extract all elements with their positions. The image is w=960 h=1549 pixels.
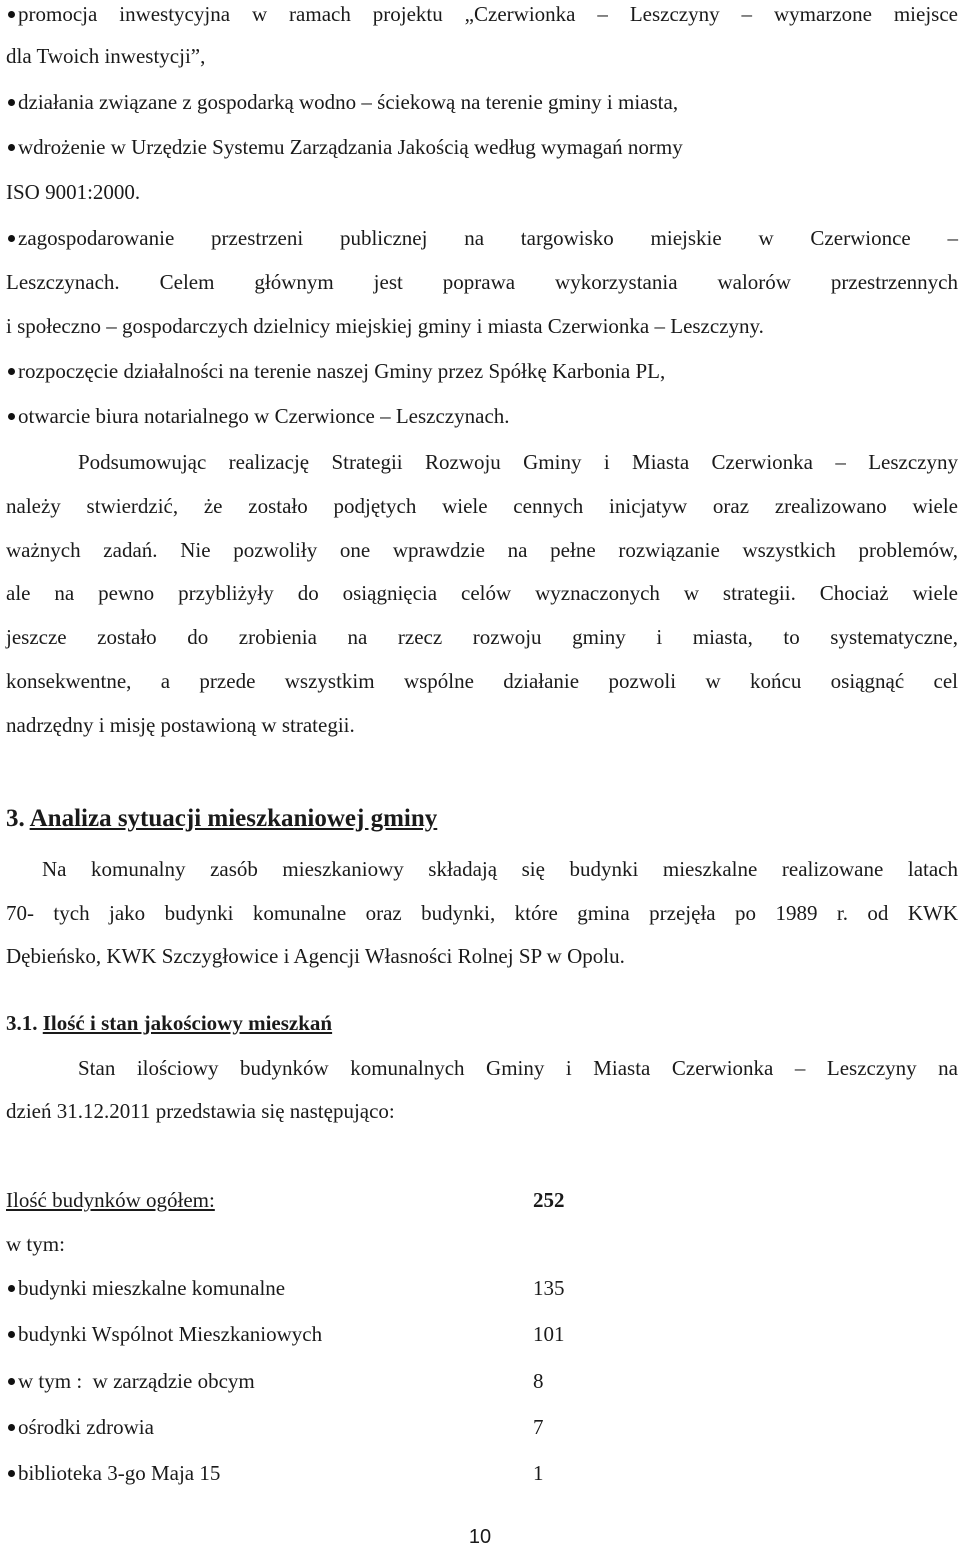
subsection-title: Ilość i stan jakościowy mieszkań bbox=[42, 1011, 333, 1035]
paragraph-line: należy stwierdzić, że zostało podjętych wiele cennych inicjatyw oraz zrealizowano wiele bbox=[6, 494, 958, 518]
list-item-continuation: dla Twoich inwestycji”, bbox=[6, 44, 206, 68]
stats-row: budynki mieszkalne komunalne 135 bbox=[6, 1274, 958, 1302]
paragraph-line: Stan ilościowy budynków komunalnych Gminy i Miasta Czerwionka – Leszczyny na bbox=[78, 1056, 958, 1080]
list-item: rozpoczęcie działalności na terenie naszej Gminy przez Spółkę Karbonia PL, bbox=[6, 357, 958, 385]
stats-row: budynki Wspólnot Mieszkaniowych 101 bbox=[6, 1320, 958, 1348]
stats-total-label: Ilość budynków ogółem: bbox=[6, 1188, 215, 1212]
list-item-continuation: Leszczynach. Celem głównym jest poprawa wykorzystania walorów przestrzennych bbox=[6, 270, 958, 294]
list-item: promocja inwestycyjna w ramach projektu „Czerwionka – Leszczyny – wymarzone miejsce bbox=[6, 0, 958, 28]
list-item: zagospodarowanie przestrzeni publicznej na targowisko miejskie w Czerwionce – bbox=[6, 224, 958, 252]
paragraph-line: ważnych zadań. Nie pozwoliły one wprawdzie na pełne rozwiązanie wszystkich problemów, bbox=[6, 538, 958, 562]
paragraph-line: Na komunalny zasób mieszkaniowy składają się budynki mieszkalne realizowane latach bbox=[42, 857, 958, 881]
bullet-icon bbox=[8, 1285, 15, 1292]
paragraph-line: ale na pewno przybliżyły do osiągnięcia celów wyznaczonych w strategii. Chociaż wiele bbox=[6, 581, 958, 605]
list-item: działania związane z gospodarką wodno – ściekową na terenie gminy i miasta, bbox=[6, 88, 958, 116]
stats-sub-label: w tym: bbox=[6, 1232, 65, 1256]
paragraph-line: nadrzędny i misję postawioną w strategii. bbox=[6, 713, 355, 737]
bullet-icon bbox=[8, 1331, 15, 1338]
paragraph-line: jeszcze zostało do zrobienia na rzecz rozwoju gminy i miasta, to systematyczne, bbox=[6, 625, 958, 649]
paragraph-line: 70- tych jako budynki komunalne oraz budynki, które gmina przejęła po 1989 r. od KWK bbox=[6, 901, 958, 925]
paragraph-line: dzień 31.12.2011 przedstawia się następująco: bbox=[6, 1099, 395, 1123]
bullet-icon bbox=[8, 1378, 15, 1385]
bullet-icon bbox=[8, 235, 15, 242]
subsection-number: 3.1. bbox=[6, 1011, 38, 1035]
bullet-icon bbox=[8, 144, 15, 151]
paragraph-line: konsekwentne, a przede wszystkim wspólne działanie pozwoli w końcu osiągnąć cel bbox=[6, 669, 958, 693]
list-item-continuation: ISO 9001:2000. bbox=[6, 180, 141, 204]
bullet-icon bbox=[8, 368, 15, 375]
section-number: 3. bbox=[6, 805, 25, 832]
stats-row: ośrodki zdrowia 7 bbox=[6, 1413, 958, 1441]
paragraph-line: Dębieńsko, KWK Szczygłowice i Agencji Własności Rolnej SP w Opolu. bbox=[6, 944, 625, 968]
paragraph-line: Podsumowując realizację Strategii Rozwoju Gminy i Miasta Czerwionka – Leszczyny bbox=[78, 450, 958, 474]
subsection-heading bbox=[6, 1009, 958, 1037]
list-item: wdrożenie w Urzędzie Systemu Zarządzania Jakością według wymagań normy bbox=[6, 133, 958, 161]
stats-row: w tym : w zarządzie obcym 8 bbox=[6, 1367, 958, 1395]
bullet-icon bbox=[8, 413, 15, 420]
list-item: otwarcie biura notarialnego w Czerwionce – Leszczynach. bbox=[6, 402, 958, 430]
bullet-icon bbox=[8, 11, 15, 18]
stats-total-row bbox=[6, 1186, 958, 1214]
section-title: Analiza sytuacji mieszkaniowej gminy bbox=[29, 805, 438, 832]
list-item-continuation: i społeczno – gospodarczych dzielnicy miejskiej gminy i miasta Czerwionka – Leszczyny. bbox=[6, 314, 764, 338]
stats-total-value: 252 bbox=[533, 1188, 565, 1212]
bullet-icon bbox=[8, 99, 15, 106]
page-number: 10 bbox=[468, 1526, 492, 1548]
bullet-icon bbox=[8, 1470, 15, 1477]
stats-row: biblioteka 3-go Maja 15 1 bbox=[6, 1459, 958, 1487]
section-heading bbox=[6, 805, 958, 833]
bullet-icon bbox=[8, 1424, 15, 1431]
